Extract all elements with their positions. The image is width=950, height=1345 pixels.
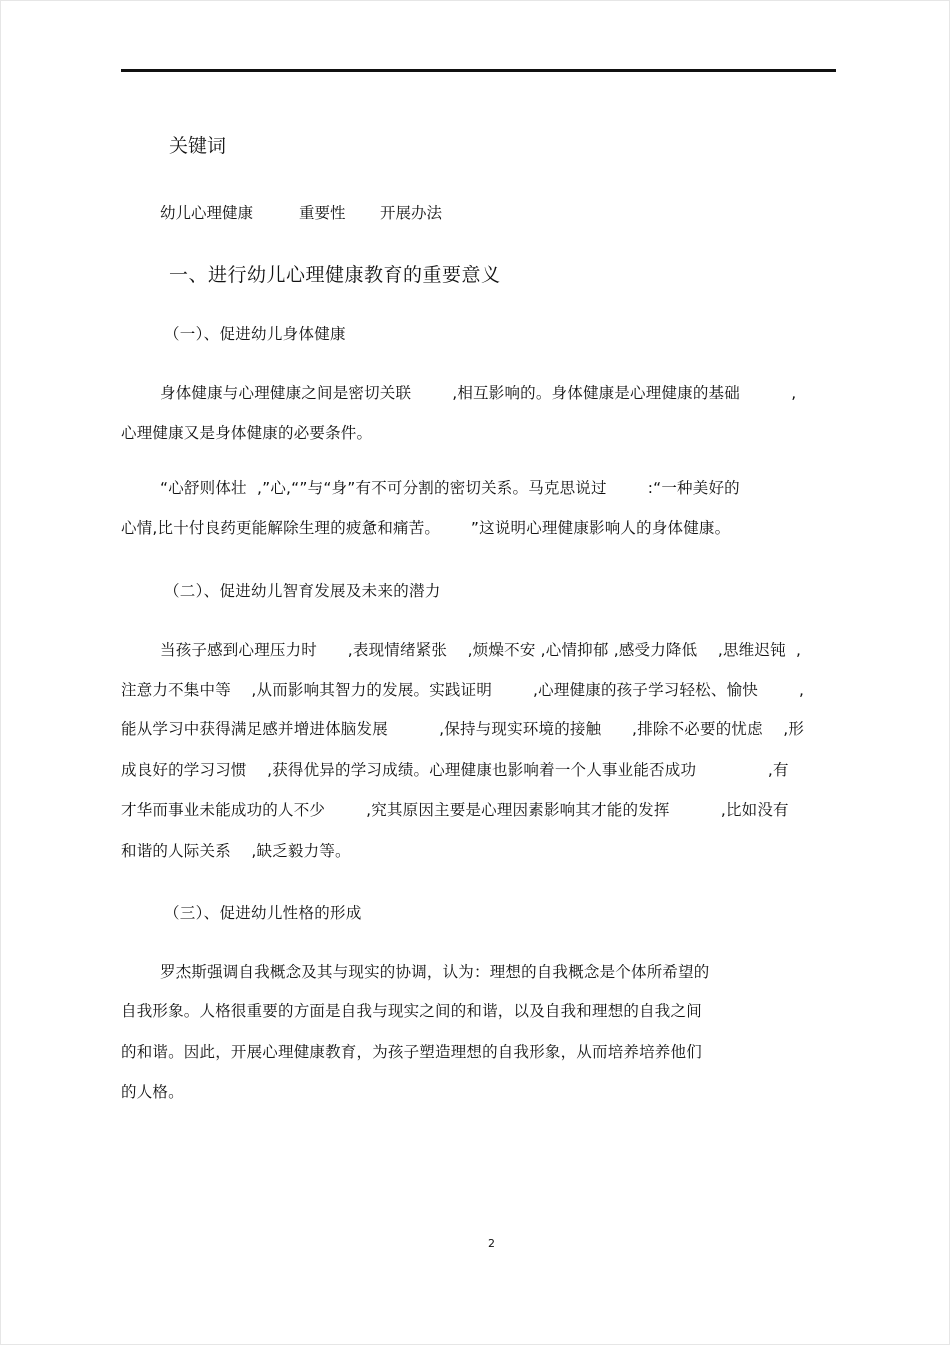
keyword-1: 幼儿心理健康	[160, 204, 254, 222]
paragraph-line: 能从学习中获得满足感并增进体脑发展 ,保持与现实环境的接触 ,排除不必要的忧虑 ,形	[121, 720, 805, 738]
paragraph-line: 成良好的学习习惯 ,获得优异的学习成绩。心理健康也影响着一个人事业能否成功 ,有	[121, 761, 789, 779]
paragraph-line: 罗杰斯强调自我概念及其与现实的协调，认为：理想的自我概念是个体所希望的	[160, 963, 710, 981]
subsection-2-title: （二）、促进幼儿智育发展及未来的潜力	[164, 582, 441, 600]
paragraph-line: 注意力不集中等 ,从而影响其智力的发展。实践证明 ,心理健康的孩子学习轻松、愉快 ,	[121, 681, 805, 699]
keywords-heading: 关键词	[169, 135, 227, 157]
paragraph-line: 身体健康与心理健康之间是密切关联 ,相互影响的。身体健康是心理健康的基础 ,	[160, 384, 797, 402]
paragraph-line: 心理健康又是身体健康的必要条件。	[121, 424, 373, 442]
paragraph-line: 的人格。	[121, 1083, 184, 1101]
paragraph-line: 当孩子感到心理压力时 ,表现情绪紧张 ,烦燥不安 ,心情抑郁 ,感受力降低 ,思维迟钝 ,	[160, 641, 802, 659]
page-number: 2	[488, 1237, 495, 1250]
header-rule	[121, 69, 836, 72]
paragraph-line: 和谐的人际关系 ,缺乏毅力等。	[121, 842, 351, 860]
paragraph-line: 才华而事业未能成功的人不少 ,究其原因主要是心理因素影响其才能的发挥 ,比如没有	[121, 801, 789, 819]
section-title: 一、进行幼儿心理健康教育的重要意义	[169, 264, 501, 286]
subsection-1-title: （一）、促进幼儿身体健康	[164, 325, 346, 343]
paragraph-line: 自我形象。人格很重要的方面是自我与现实之间的和谐，以及自我和理想的自我之间	[121, 1002, 702, 1020]
keyword-3: 开展办法	[380, 204, 443, 222]
paragraph-line: 心情,比十付良药更能解除生理的疲惫和痛苦。 ”这说明心理健康影响人的身体健康。	[121, 519, 731, 537]
subsection-3-title: （三）、促进幼儿性格的形成	[164, 904, 362, 922]
keyword-2: 重要性	[299, 204, 346, 222]
paragraph-line: 的和谐。因此，开展心理健康教育，为孩子塑造理想的自我形象，从而培养培养他们	[121, 1043, 702, 1061]
paragraph-line: “心舒则体壮 ,”心,“”与“身”有不可分割的密切关系。马克思说过 :“一种美好的	[160, 479, 740, 497]
